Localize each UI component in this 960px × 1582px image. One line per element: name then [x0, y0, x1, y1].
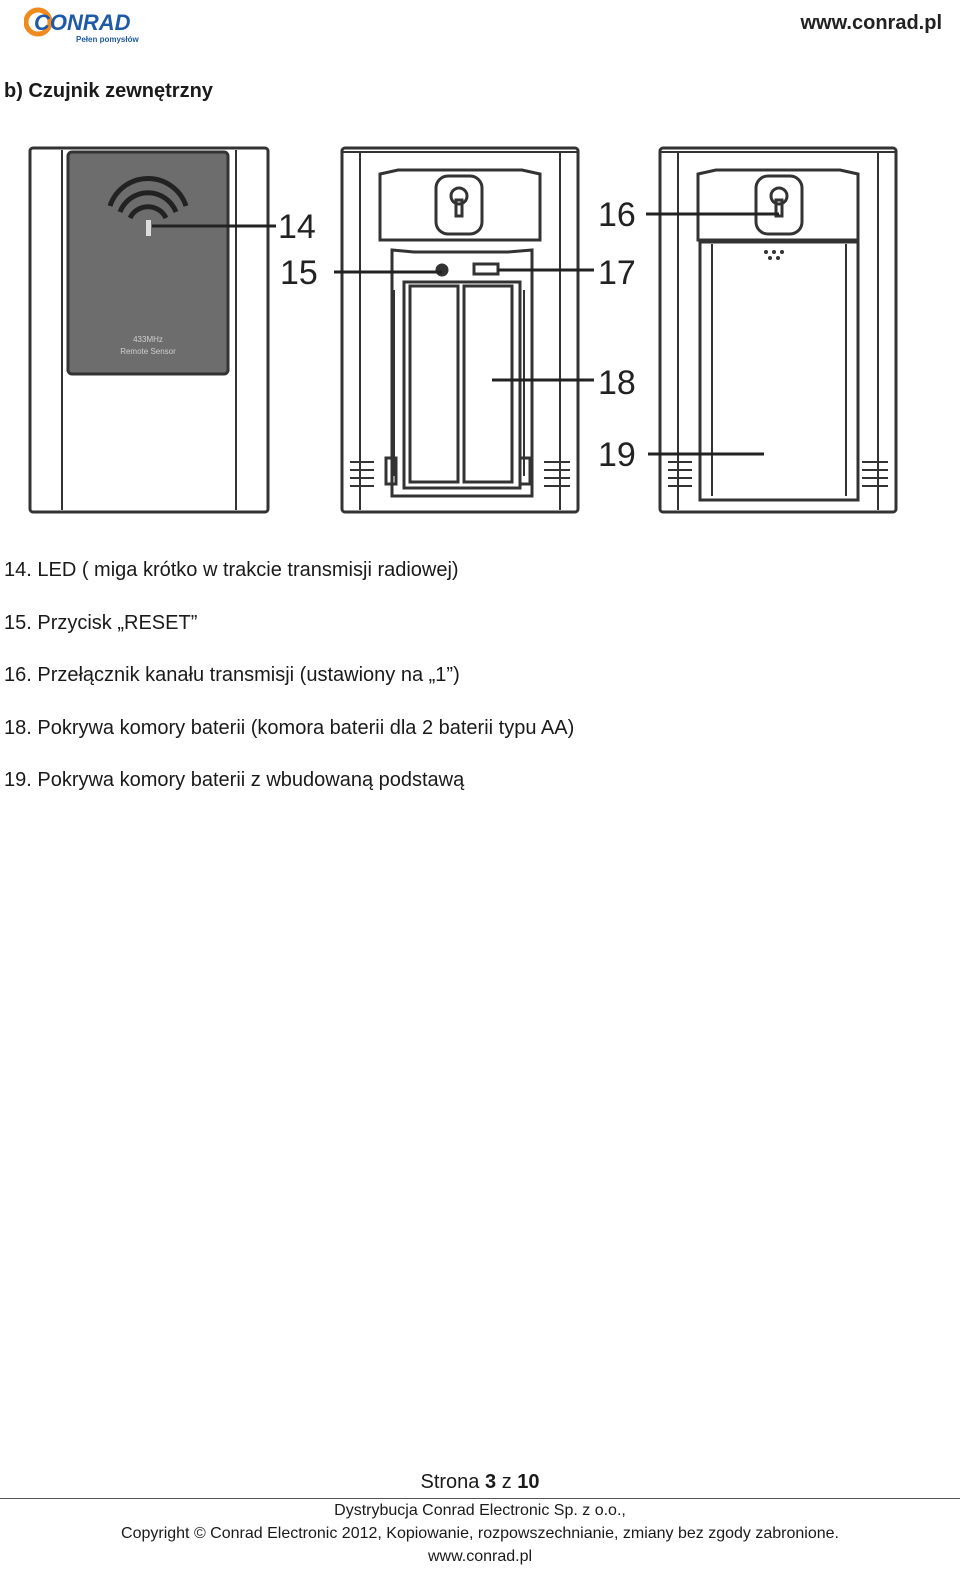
list-item: 14. LED ( miga krótko w trakcie transmisji radiowej): [4, 559, 459, 581]
page-total: 10: [517, 1471, 540, 1493]
back-view-open: [342, 148, 578, 512]
back-view-closed: [660, 148, 896, 512]
logo-text: CONRAD: [34, 10, 131, 35]
footer-text: [0, 1499, 960, 1568]
footer-distributor: Dystrybucja Conrad Electronic Sp. z o.o.,: [334, 1502, 626, 1519]
list-item: 19. Pokrywa komory baterii z wbudowaną podstawą: [4, 769, 465, 791]
conrad-logo: [24, 6, 144, 44]
device-label-line2: Remote Sensor: [120, 347, 176, 356]
list-item: 18. Pokrywa komory baterii (komora baterii dla 2 baterii typu AA): [4, 716, 575, 739]
callout-15: 15: [280, 254, 318, 292]
front-view: [30, 148, 268, 512]
callout-16: 16: [598, 196, 636, 234]
page-footer: [0, 1468, 960, 1496]
callout-14: 14: [278, 208, 316, 246]
list-item: 16. Przełącznik kanału transmisji (ustawiony na „1”): [4, 664, 460, 686]
page-number: [0, 1468, 960, 1496]
footer-url[interactable]: www.conrad.pl: [427, 1548, 533, 1565]
logo-tagline: Pełen pomysłów: [76, 35, 139, 44]
page-of: z: [501, 1471, 512, 1493]
site-url[interactable]: www.conrad.pl: [800, 12, 942, 34]
footer-copyright: Copyright © Conrad Electronic 2012, Kopiowanie, rozpowszechnianie, zmiany bez zgody zabronione.: [121, 1525, 839, 1542]
callout-17: 17: [598, 254, 636, 292]
part-list: [4, 556, 574, 819]
page-current: 3: [485, 1471, 497, 1493]
callout-19: 19: [598, 436, 636, 474]
section-title: b) Czujnik zewnętrzny: [4, 80, 213, 102]
device-label-line1: 433MHz: [133, 335, 163, 344]
list-item: 15. Przycisk „RESET”: [4, 611, 198, 634]
page-label: Strona: [420, 1471, 480, 1493]
sensor-diagram: [24, 140, 904, 520]
callout-18: 18: [598, 364, 636, 402]
